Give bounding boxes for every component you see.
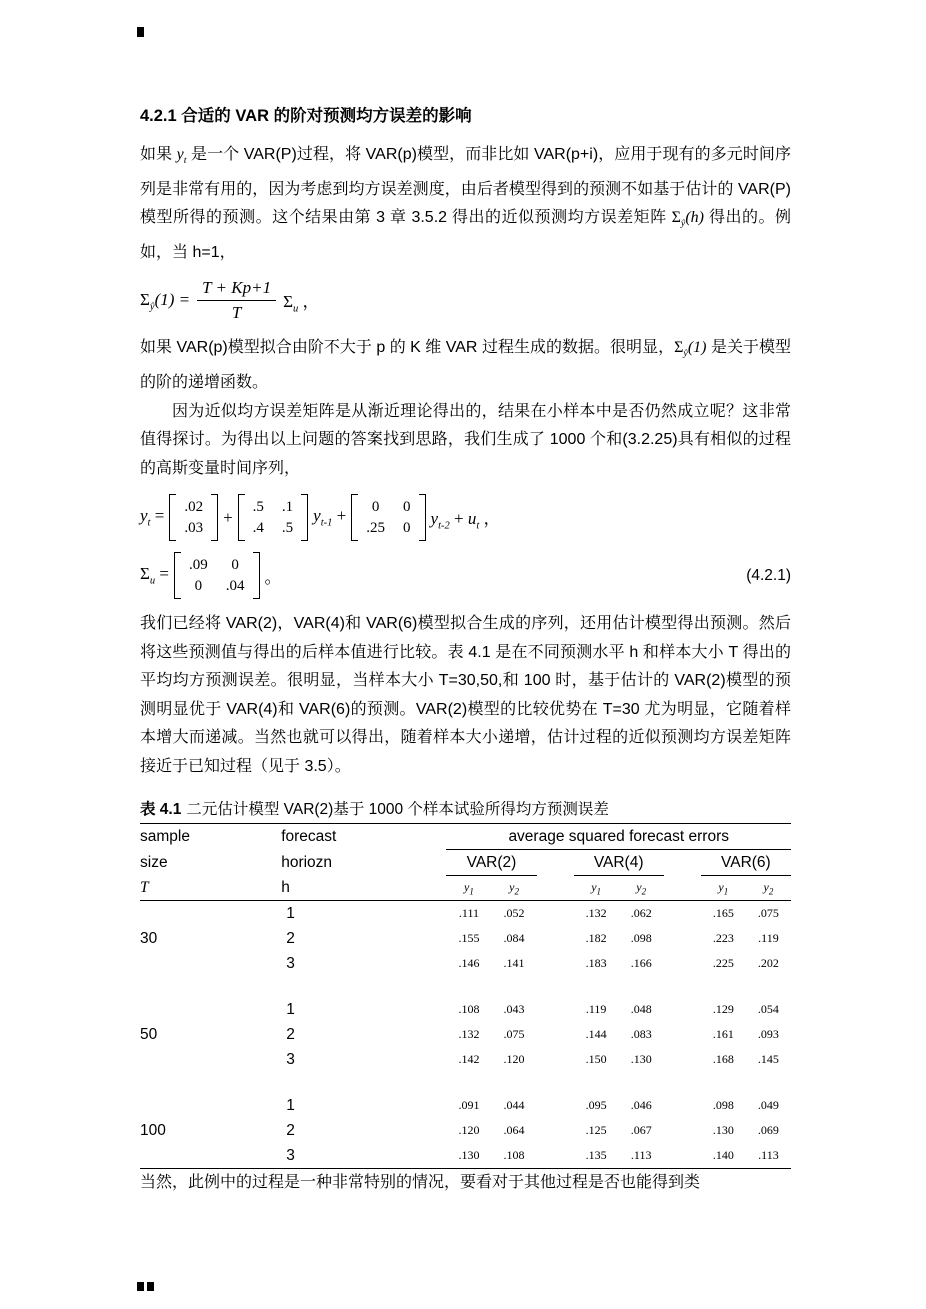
cell-sample-size: 50 — [140, 1025, 158, 1043]
cell-gap — [537, 1022, 574, 1047]
spacer-cell — [140, 1072, 791, 1093]
header-gap — [537, 876, 574, 901]
section-heading: 4.2.1 合适的 VAR 的阶对预测均方误差的影响 — [140, 107, 472, 125]
matrix-cell: .5 — [252, 499, 264, 516]
bracket-left-icon — [351, 494, 358, 541]
page-content — [140, 102, 791, 1198]
cell-value: .067 — [630, 1123, 652, 1138]
bracket-right-icon — [211, 494, 218, 541]
paragraph-motivation: 因为近似均方误差矩阵是从渐近理论得出的，结果在小样本中是否仍然成立呢？这非常值得探讨。为得出以上问题的答案找到思路，我们生成了 1000 个和(3.2.25)具有相似的过程的高斯变量时间序列， — [140, 402, 791, 477]
matrix-cell: .04 — [225, 578, 245, 595]
cell-sample-size — [140, 1093, 281, 1118]
table-row — [140, 1143, 791, 1169]
equation-var-lead: $y_t$ = — [140, 506, 165, 529]
table-header-row-2 — [140, 850, 791, 876]
table-row — [140, 901, 791, 927]
cell-value: .146 — [458, 956, 480, 971]
matrix-cell: .1 — [281, 499, 294, 516]
results-table-body — [140, 901, 791, 1169]
header-T: T — [140, 876, 281, 901]
header-var6: VAR(6) — [701, 850, 791, 876]
paragraph-intro: 如果 $y_t$ 是一个 VAR(P)过程，将 VAR(p)模型，而非比如 VAR(p+i)，应用于现有的多元时间序列是非常有用的，因为考虑到均方误差测度，由后者模型得到的预测不如基于估计的 VAR(P)模型所得的预测。这个结果由第 3 章 3.5.2 得出的近似预测均方误差矩阵 $\Sigma_ŷ(h)$ 得出的。例如，当 h=1， — [140, 146, 791, 261]
header-gap — [664, 876, 701, 901]
bracket-left-icon — [174, 552, 181, 599]
matrix-cell: 0 — [194, 578, 203, 595]
cell-value: .083 — [630, 1027, 652, 1042]
table-row — [140, 1047, 791, 1072]
matrix-cell: 0 — [403, 499, 411, 516]
cell-value: .168 — [712, 1052, 734, 1067]
table-row — [140, 1022, 791, 1047]
cell-value: .052 — [503, 906, 525, 921]
matrix-cell: .25 — [366, 520, 386, 537]
equation-msfe-rhs: $\Sigma_u$ ， — [283, 292, 320, 315]
bracket-right-icon — [253, 552, 260, 599]
cell-value: .119 — [585, 1002, 607, 1017]
matrix-a2 — [351, 494, 425, 541]
cell-value: .141 — [503, 956, 525, 971]
bracket-left-icon — [169, 494, 176, 541]
cell-value: .113 — [630, 1148, 652, 1163]
cell-gap — [537, 1118, 574, 1143]
cell-value: .113 — [758, 1148, 779, 1163]
cell-value: .108 — [503, 1148, 525, 1163]
table-row — [140, 1118, 791, 1143]
fraction — [197, 278, 276, 323]
matrix-sigma-u — [174, 552, 260, 599]
table-caption-text: 二元估计模型 VAR(2)基于 1000 个样本试验所得均方预测误差 — [186, 801, 609, 819]
cell-horizon: 1 — [286, 904, 295, 922]
cell-gap — [664, 1093, 701, 1118]
cell-gap — [664, 1143, 701, 1169]
cell-horizon: 3 — [286, 954, 295, 972]
cell-value: .108 — [458, 1002, 480, 1017]
fraction-denominator: T — [231, 303, 242, 323]
artifact-mark-bottom-1 — [137, 1282, 144, 1291]
cell-value: .095 — [585, 1098, 607, 1113]
artifact-mark-top — [137, 27, 144, 37]
table-caption — [140, 797, 791, 824]
cell-value: .075 — [757, 906, 779, 921]
cell-value: .155 — [458, 931, 480, 946]
cell-value: .130 — [458, 1148, 480, 1163]
cell-value: .202 — [757, 956, 779, 971]
cell-value: .120 — [503, 1052, 525, 1067]
cell-value: .129 — [712, 1002, 734, 1017]
cell-sample-size — [140, 951, 281, 976]
plus-operator: + — [223, 507, 233, 527]
paragraph-fit-note: 如果 VAR(p)模型拟合由阶不大于 p 的 K 维 VAR 过程生成的数据。很明显，$\Sigma_ŷ(1)$ 是关于模型的阶的递增函数。 — [140, 339, 791, 392]
matrix-cell: .09 — [189, 557, 208, 574]
cell-value: .062 — [630, 906, 652, 921]
matrix-cell: .03 — [184, 520, 204, 537]
cell-gap — [537, 1047, 574, 1072]
cell-value: .064 — [503, 1123, 525, 1138]
cell-value: .075 — [503, 1027, 525, 1042]
cell-value: .093 — [757, 1027, 779, 1042]
cell-horizon: 3 — [286, 1050, 295, 1068]
cell-sample-size — [140, 997, 281, 1022]
matrix-intercept — [169, 494, 218, 541]
cell-value: .044 — [503, 1098, 525, 1113]
cell-value: .142 — [458, 1052, 480, 1067]
header-sample: sample — [140, 827, 190, 845]
equation-var-mid2: $y_{t-2} + u_t$ ， — [430, 508, 501, 532]
equation-sigma-lhs: $\Sigma_u$ = — [140, 564, 170, 587]
cell-gap — [537, 1143, 574, 1169]
cell-gap — [537, 901, 574, 927]
matrix-cell: 0 — [231, 557, 239, 574]
cell-sample-size — [140, 901, 281, 927]
cell-value: .054 — [757, 1002, 779, 1017]
header-y1: $y_1$ — [574, 876, 619, 901]
matrix-cell: .5 — [281, 520, 294, 537]
paragraph-results: 我们已经将 VAR(2)，VAR(4)和 VAR(6)模型拟合生成的序列，还用估计模型得出预测。然后将这些预测值与得出的后样本值进行比较。表 4.1 是在不同预测水平 h 和样本大小 T 得出的平均均方预测误差。很明显，当样本大小 T=30,50,和 100 时，基于估计的 VAR(2)模型的预测明显优于 VAR(4)和 VAR(6)的预测。VAR(2)模型的比较优势在 T=30 尤为明显，它随着样本增大而递减。当然也就可以得出，随着样本大小递增，估计过程的近似预测均方误差矩阵接近于已知过程（见于 3.5）。 — [140, 615, 791, 775]
table-header-row-1 — [140, 824, 791, 850]
cell-value: .120 — [458, 1123, 480, 1138]
cell-value: .130 — [630, 1052, 652, 1067]
table-row — [140, 997, 791, 1022]
cell-sample-size — [140, 1047, 281, 1072]
cell-value: .111 — [458, 906, 480, 921]
cell-value: .098 — [712, 1098, 734, 1113]
cell-value: .084 — [503, 931, 525, 946]
matrix-a1 — [238, 494, 309, 541]
paragraph-closing: 当然，此例中的过程是一种非常特别的情况，要看对于其他过程是否也能得到类 — [140, 1174, 701, 1192]
equation-var-mid1: $y_{t-1}$ + — [313, 506, 347, 529]
header-y2: $y_2$ — [746, 876, 791, 901]
cell-value: .166 — [630, 956, 652, 971]
table-caption-label: 表 4.1 — [140, 801, 182, 819]
cell-gap — [664, 1047, 701, 1072]
cell-gap — [537, 1093, 574, 1118]
cell-value: .043 — [503, 1002, 525, 1017]
cell-horizon: 2 — [286, 1121, 295, 1139]
artifact-mark-bottom-2 — [147, 1282, 154, 1291]
cell-gap — [664, 926, 701, 951]
cell-gap — [664, 1118, 701, 1143]
equation-msfe-lhs: $\Sigma_ŷ(1)$ = — [140, 289, 191, 313]
cell-horizon: 1 — [286, 1000, 295, 1018]
cell-horizon: 3 — [286, 1146, 295, 1164]
cell-value: .132 — [458, 1027, 480, 1042]
cell-value: .161 — [712, 1027, 734, 1042]
cell-sample-size: 100 — [140, 1121, 166, 1139]
cell-value: .046 — [630, 1098, 652, 1113]
cell-gap — [664, 901, 701, 927]
bracket-right-icon — [301, 494, 308, 541]
table-row — [140, 951, 791, 976]
equation-number: (4.2.1) — [746, 566, 791, 584]
cell-sample-size — [140, 1143, 281, 1169]
cell-value: .130 — [712, 1123, 734, 1138]
cell-gap — [537, 951, 574, 976]
cell-value: .125 — [585, 1123, 607, 1138]
cell-value: .182 — [585, 931, 607, 946]
cell-value: .119 — [758, 931, 779, 946]
matrix-cell: .4 — [252, 520, 264, 537]
matrix-intercept-grid — [176, 494, 211, 541]
cell-value: .069 — [757, 1123, 779, 1138]
cell-horizon: 2 — [286, 1025, 295, 1043]
cell-value: .132 — [585, 906, 607, 921]
matrix-cell: 0 — [371, 499, 380, 516]
table-row — [140, 1093, 791, 1118]
matrix-cell: 0 — [403, 520, 411, 537]
cell-sample-size: 30 — [140, 929, 158, 947]
header-horizon: horiozn — [281, 853, 333, 871]
cell-gap — [537, 997, 574, 1022]
header-avg-squared-errors: average squared forecast errors — [446, 824, 791, 850]
matrix-a2-grid — [358, 494, 418, 541]
header-h: h — [281, 876, 446, 901]
header-gap — [537, 850, 574, 876]
table-4-1-block — [140, 797, 791, 1169]
results-table — [140, 824, 791, 1169]
cell-horizon: 1 — [286, 1096, 295, 1114]
cell-gap — [664, 951, 701, 976]
cell-horizon: 2 — [286, 929, 295, 947]
cell-gap — [537, 926, 574, 951]
cell-value: .225 — [712, 956, 734, 971]
cell-value: .150 — [585, 1052, 607, 1067]
header-y1: $y_1$ — [701, 876, 746, 901]
cell-value: .098 — [630, 931, 652, 946]
equation-msfe — [140, 278, 791, 323]
spacer-cell — [140, 976, 791, 997]
matrix-a1-grid — [245, 494, 302, 541]
header-forecast: forecast — [281, 827, 337, 845]
table-spacer-row — [140, 1072, 791, 1093]
cell-value: .223 — [712, 931, 734, 946]
matrix-cell: .02 — [184, 499, 204, 516]
cell-gap — [664, 1022, 701, 1047]
equation-var-process — [140, 494, 791, 541]
header-y1: $y_1$ — [446, 876, 491, 901]
cell-value: .048 — [630, 1002, 652, 1017]
matrix-sigma-u-grid — [181, 552, 253, 599]
cell-value: .144 — [585, 1027, 607, 1042]
header-y2: $y_2$ — [492, 876, 537, 901]
cell-value: .091 — [458, 1098, 480, 1113]
bracket-left-icon — [238, 494, 245, 541]
cell-gap — [664, 997, 701, 1022]
fraction-numerator: T + Kp+1 — [197, 278, 276, 301]
header-var2: VAR(2) — [446, 850, 536, 876]
cell-value: .135 — [585, 1148, 607, 1163]
bracket-right-icon — [419, 494, 426, 541]
cell-value: .165 — [712, 906, 734, 921]
cell-value: .183 — [585, 956, 607, 971]
cell-value: .145 — [757, 1052, 779, 1067]
cell-value: .049 — [757, 1098, 779, 1113]
header-size: size — [140, 853, 168, 871]
equation-sigma-tail: 。 — [264, 568, 282, 588]
header-var4: VAR(4) — [574, 850, 664, 876]
header-y2: $y_2$ — [619, 876, 664, 901]
equation-sigma-u — [140, 552, 791, 599]
cell-value: .140 — [712, 1148, 734, 1163]
table-row — [140, 926, 791, 951]
table-spacer-row — [140, 976, 791, 997]
table-header-row-3 — [140, 876, 791, 901]
header-gap — [664, 850, 701, 876]
